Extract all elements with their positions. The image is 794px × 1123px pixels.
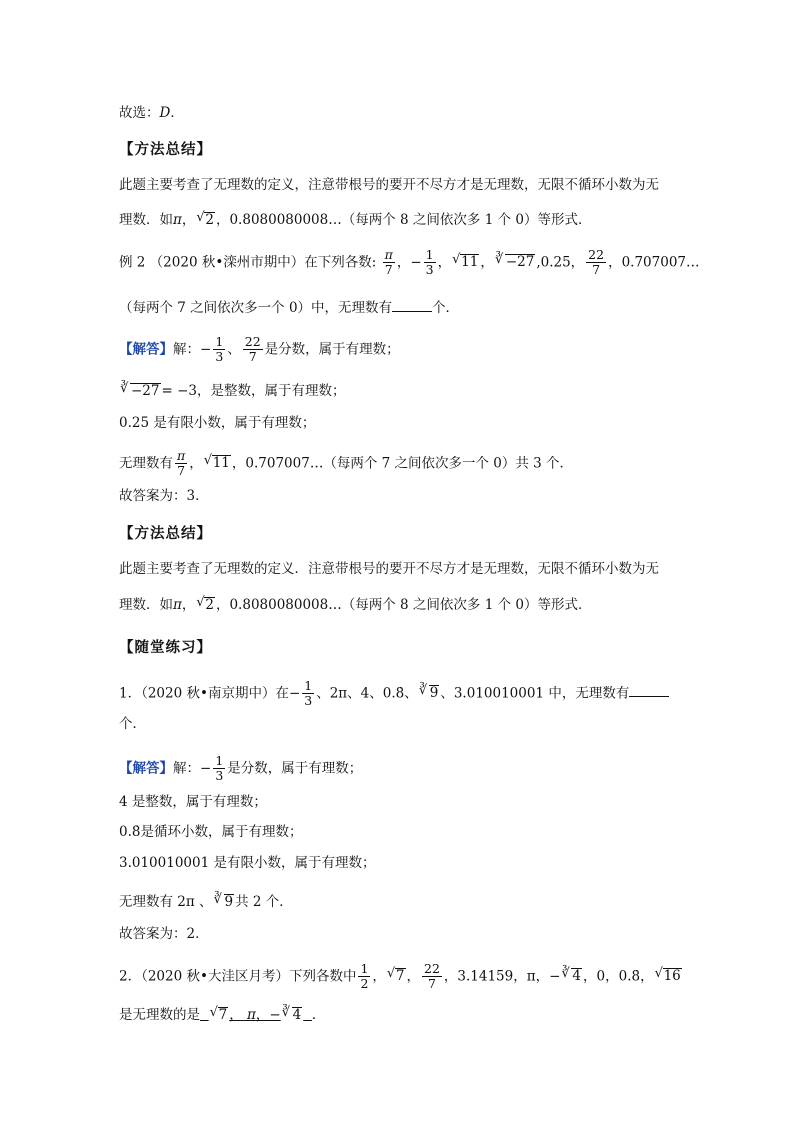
answer-step: 0.25 是有限小数，属于有理数； xyxy=(119,415,316,431)
fraction-1-over-2: $\frac{1}{2}$ xyxy=(360,961,369,992)
example-2-question-cont: （每两个 7 之间依次多一个 0）中，无理数有 个． xyxy=(119,300,460,316)
answer-tag: 【解答】 xyxy=(119,760,173,777)
practice-answer-1: 【解答】解：− $\frac{1}{3}$ 是分数，属于有理数； xyxy=(119,753,363,784)
fraction-1-over-3: $\frac{1}{3}$ xyxy=(425,247,434,278)
example-2-answer: 【解答】解：− $\frac{1}{3}$ 、 $\frac{22}{7}$ 是分数，属于有理数； xyxy=(119,334,400,365)
method-summary-heading: 【方法总结】 xyxy=(119,525,212,542)
practice-question-1-cont: 个． xyxy=(119,716,146,732)
cbrt-9: ∛ 9 xyxy=(419,685,440,702)
answer-step: 无理数有 2π 、∛ 9 共 2 个． xyxy=(119,894,293,911)
final-answer: 故答案为：2． xyxy=(119,926,209,942)
example-2-question: 例 2 （2020 秋•滦州市期中）在下列各数: $\frac{\pi}{7}$ ，− $\frac{1}{3}$ ，√ 11 ，∛ −27 ,0.25， $\frac{22}{7}$ ，0.707007… xyxy=(119,248,700,278)
practice-heading: 【随堂练习】 xyxy=(119,639,212,656)
cbrt-9: ∛ 9 xyxy=(214,894,235,911)
cbrt-4: ∛ 4 xyxy=(561,968,582,985)
answer-step: 3.010010001 是有限小数，属于有理数； xyxy=(119,855,376,871)
answer-line xyxy=(119,107,184,121)
practice-question-2: 2．（2020 秋•大洼区月考）下列各数中 $\frac{1}{2}$ ，√ 7 ， $\frac{22}{7}$ ，3.14159，π，−∛ 4 ，0，0.8̇，√ 16 xyxy=(119,962,683,992)
method-summary-text: 此题主要考查了无理数的定义．注意带根号的要开不尽方才是无理数，无限不循环小数为无 xyxy=(119,561,659,577)
sqrt-16: √ 16 xyxy=(655,968,682,985)
answer-step: 4 是整数，属于有理数； xyxy=(119,794,267,810)
answer-step: 0.8̇是循环小数，属于有理数； xyxy=(119,824,303,840)
fraction-22-over-7: $\frac{22}{7}$ xyxy=(244,334,261,365)
answer-tag: 【解答】 xyxy=(119,341,173,358)
fraction-1-over-3: $\frac{1}{3}$ xyxy=(304,678,313,709)
practice-question-1: 1．（2020 秋•南京期中）在− $\frac{1}{3}$ 、2π、4、0.8̇、∛ 9 、3.010010001 中，无理数有 xyxy=(119,679,669,709)
fraction-1-over-3: $\frac{1}{3}$ xyxy=(215,334,224,365)
cbrt-neg-27: ∛ −27 xyxy=(120,383,161,400)
answer-blank xyxy=(629,684,669,697)
answer-letter: D xyxy=(159,105,171,121)
sqrt-7: √ 7 xyxy=(387,968,406,985)
sqrt-expression: √ 2 xyxy=(196,212,215,229)
method-summary-text: 理数．如π，√ 2 ，0.8080080008…（每两个 8 之间依次多 1 个 0）等形式． xyxy=(119,212,591,229)
answer-prefix: 故选： xyxy=(119,105,160,121)
sqrt-expression: √ 2 xyxy=(196,597,215,614)
method-summary-text: 理数．如π，√ 2 ，0.8080080008…（每两个 8 之间依次多 1 个 0）等形式． xyxy=(119,597,591,614)
sqrt-11: √ 11 xyxy=(204,455,231,472)
cbrt-neg-27: ∛ −27 xyxy=(495,254,536,271)
fraction-22-over-7: $\frac{22}{7}$ xyxy=(588,247,605,278)
answer-step: ∛ −27 = −3，是整数，属于有理数； xyxy=(119,383,346,400)
practice-question-2-cont: 是无理数的是 √ 7 ， π，−∛ 4 ． xyxy=(119,1007,325,1024)
answer-step: 无理数有 $\frac{\pi}{7}$ ，√ 11 ，0.707007…（每两个 7 之间依次多一个 0）共 3 个． xyxy=(119,449,573,479)
fraction-pi-over-7: $\frac{\pi}{7}$ xyxy=(177,448,186,479)
fraction-pi-over-7: $\frac{\pi}{7}$ xyxy=(384,247,393,278)
final-answer: 故答案为：3． xyxy=(119,488,209,504)
fraction-22-over-7: $\frac{22}{7}$ xyxy=(424,961,440,992)
filled-answer: √ 7 ， π，−∛ 4 xyxy=(200,1007,312,1023)
fraction-1-over-3: $\frac{1}{3}$ xyxy=(215,753,224,784)
method-summary-text: 此题主要考查了无理数的定义，注意带根号的要开不尽方才是无理数，无限不循环小数为无 xyxy=(119,177,659,193)
method-summary-heading: 【方法总结】 xyxy=(119,141,212,158)
answer-blank xyxy=(392,299,432,312)
answer-suffix: ． xyxy=(170,105,184,121)
sqrt-11: √ 11 xyxy=(452,254,479,271)
